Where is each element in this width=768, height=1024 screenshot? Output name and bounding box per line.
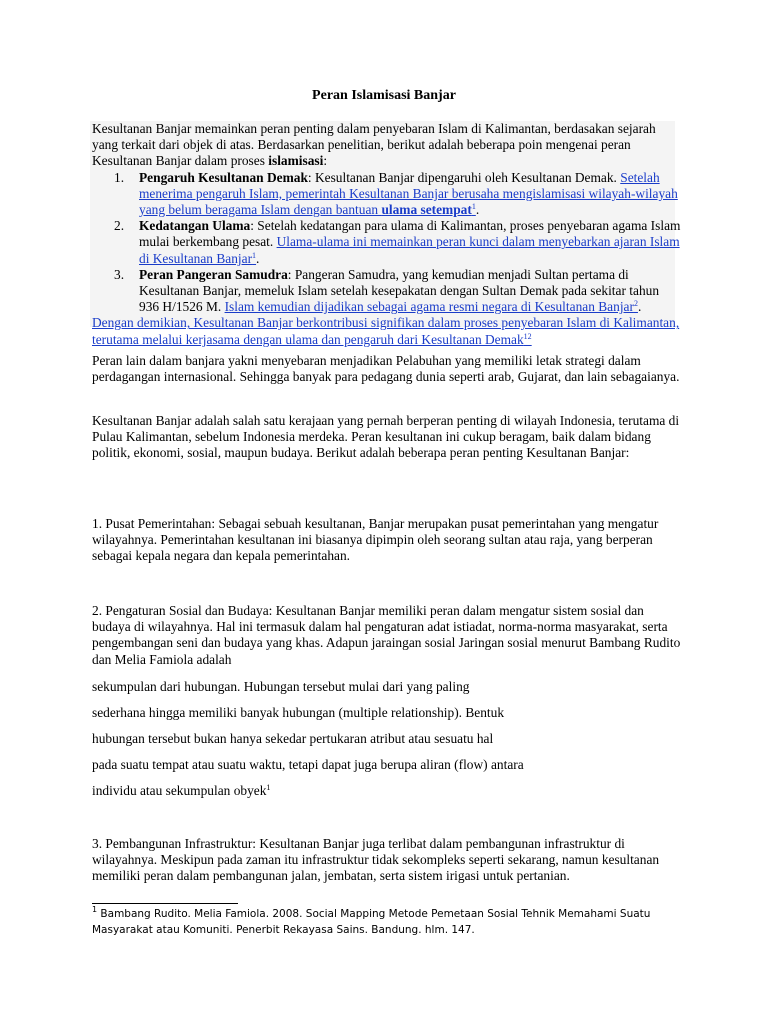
point-sosial-budaya: 2. Pengaturan Sosial dan Budaya: Kesultanan Banjar memiliki peran dalam mengatur sistem sosial dan budaya di wilayahnya. Hal ini termasuk dalam hal pengaturan adat istiadat, norma-norma masyarakat, serta pengembangan seni dan budaya yang khas. Adapun jaraingan sosial Jaringan sosial menurut Bambang Rudito dan Melia Famiola adalah bbox=[92, 603, 681, 667]
conclusion-link-text: Dengan demikian, Kesultanan Banjar berkontribusi signifikan dalam proses penyebaran Islam di Kalimantan, terutama melalui kerjasama dengan ulama dan pengaruh dari Kesultanan Demak bbox=[92, 315, 680, 347]
footnote-text: Bambang Rudito. Melia Famiola. 2008. Social Mapping Metode Pemetaan Sosial Tehnik Memahami Suatu Masyarakat atau Komuniti. Penerbit Rekayasa Sains. Bandung. hlm. 147. bbox=[92, 908, 651, 936]
list-item-text: : Setelah kedatangan para ulama di Kalimantan, proses penyebaran agama Islam mulai berkembang pesat. bbox=[139, 218, 681, 250]
citation-marker: 2 bbox=[633, 299, 638, 309]
list-item-end: . bbox=[256, 250, 260, 266]
quote-line-text: individu atau sekumpulan obyek bbox=[92, 783, 267, 798]
box-intro-end: : bbox=[323, 153, 328, 169]
page-title: Peran Islamisasi Banjar bbox=[312, 88, 456, 103]
box-intro bbox=[92, 121, 682, 170]
list-item-end: . bbox=[475, 202, 480, 218]
footnote-number: 1 bbox=[92, 905, 98, 914]
paragraph-pelabuhan: Peran lain dalam banjara yakni menyebaran menjadikan Pelabuhan yang memiliki letak strategi dalam perdagangan internasional. Sehingga banyak para pedagang dunia seperti arab, Gujarat, dan lain sebagaianya. bbox=[92, 353, 680, 385]
footnote-divider bbox=[92, 903, 238, 904]
conclusion-link[interactable] bbox=[92, 315, 679, 346]
citation-link-bold: ulama setempat bbox=[381, 202, 472, 218]
list-number: 3. bbox=[114, 266, 125, 282]
highlighted-box bbox=[92, 121, 682, 348]
box-conclusion bbox=[92, 315, 682, 347]
citation-marker: 1 bbox=[252, 250, 257, 260]
citation-link-text: Islam kemudian dijadikan sebagai agama resmi negara di Kesultanan Banjar bbox=[224, 299, 634, 315]
list-item-heading: Pengaruh Kesultanan Demak bbox=[139, 169, 308, 185]
list-item-heading: Peran Pangeran Samudra bbox=[139, 266, 288, 282]
list-item bbox=[92, 267, 682, 316]
islamisasi-list bbox=[92, 170, 682, 316]
list-item bbox=[92, 218, 682, 267]
quote-line: sekumpulan dari hubungan. Hubungan tersebut mulai dari yang paling bbox=[92, 679, 470, 694]
footnote bbox=[92, 906, 692, 938]
list-item-text: : Kesultanan Banjar dipengaruhi oleh Kesultanan Demak. bbox=[307, 169, 621, 185]
citation-link[interactable] bbox=[225, 299, 638, 314]
paragraph-kesultanan: Kesultanan Banjar adalah salah satu kerajaan yang pernah berperan penting di wilayah Indonesia, terutama di Pulau Kalimantan, sebelum Indonesia merdeka. Peran kesultanan ini cukup beragam, baik dalam bidang politik, ekonomi, sosial, maupun budaya. Berikut adalah beberapa peran penting Kesultanan Banjar: bbox=[92, 413, 680, 461]
list-item bbox=[92, 170, 682, 219]
quote-line: hubungan tersebut bukan hanya sekedar pertukaran atribut atau sesuatu hal bbox=[92, 731, 494, 746]
box-intro-text: Kesultanan Banjar memainkan peran penting dalam penyebaran Islam di Kalimantan, berdasakan sejarah yang terkait dari objek di atas. Berdasarkan penelitian, berikut adalah beberapa poin mengenai peran Kesultanan Banjar dalam proses bbox=[92, 121, 656, 169]
quote-line bbox=[92, 783, 692, 799]
point-pusat-pemerintahan: 1. Pusat Pemerintahan: Sebagai sebuah kesultanan, Banjar merupakan pusat pemerintahan yang mengatur wilayahnya. Pemerintahan kesultanan ini biasanya dipimpin oleh seorang sultan atau raja, yang berperan sebagai kepala negara dan kepala pemerintahan. bbox=[92, 516, 659, 564]
citation-link-text: Ulama-ulama ini memainkan peran kunci dalam menyebarkan ajaran Islam di Kesultanan Banjar bbox=[139, 234, 680, 266]
citation-link-text: Setelah menerima pengaruh Islam, pemerintah Kesultanan Banjar berusaha mengislamisasi wilayah-wilayah yang belum beragama Islam dengan bantuan bbox=[139, 169, 678, 218]
list-item-text: : Pangeran Samudra, yang kemudian menjadi Sultan pertama di Kesultanan Banjar, memeluk Islam setelah kesepakatan dengan Sultan Demak pada sekitar tahun 936 H/1526 M. bbox=[139, 266, 660, 315]
list-number: 2. bbox=[114, 218, 125, 234]
box-intro-bold: islamisasi bbox=[268, 153, 324, 169]
footnote-marker: 1 bbox=[266, 783, 271, 792]
list-item-end: . bbox=[637, 299, 642, 315]
citation-marker: 12 bbox=[523, 331, 532, 341]
point-infrastruktur: 3. Pembangunan Infrastruktur: Kesultanan Banjar juga terlibat dalam pembangunan infrastruktur di wilayahnya. Meskipun pada zaman itu infrastruktur tidak sekompleks seperti sekarang, namun kesultanan memiliki peran dalam pembangunan jalan, jembatan, serta sistem irigasi untuk pertanian. bbox=[92, 836, 660, 884]
list-number: 1. bbox=[114, 169, 125, 185]
quote-line: sederhana hingga memiliki banyak hubungan (multiple relationship). Bentuk bbox=[92, 705, 505, 720]
quote-line: pada suatu tempat atau suatu waktu, tetapi dapat juga berupa aliran (flow) antara bbox=[92, 757, 524, 772]
list-item-heading: Kedatangan Ulama bbox=[139, 218, 251, 234]
citation-marker: 1 bbox=[471, 202, 476, 212]
